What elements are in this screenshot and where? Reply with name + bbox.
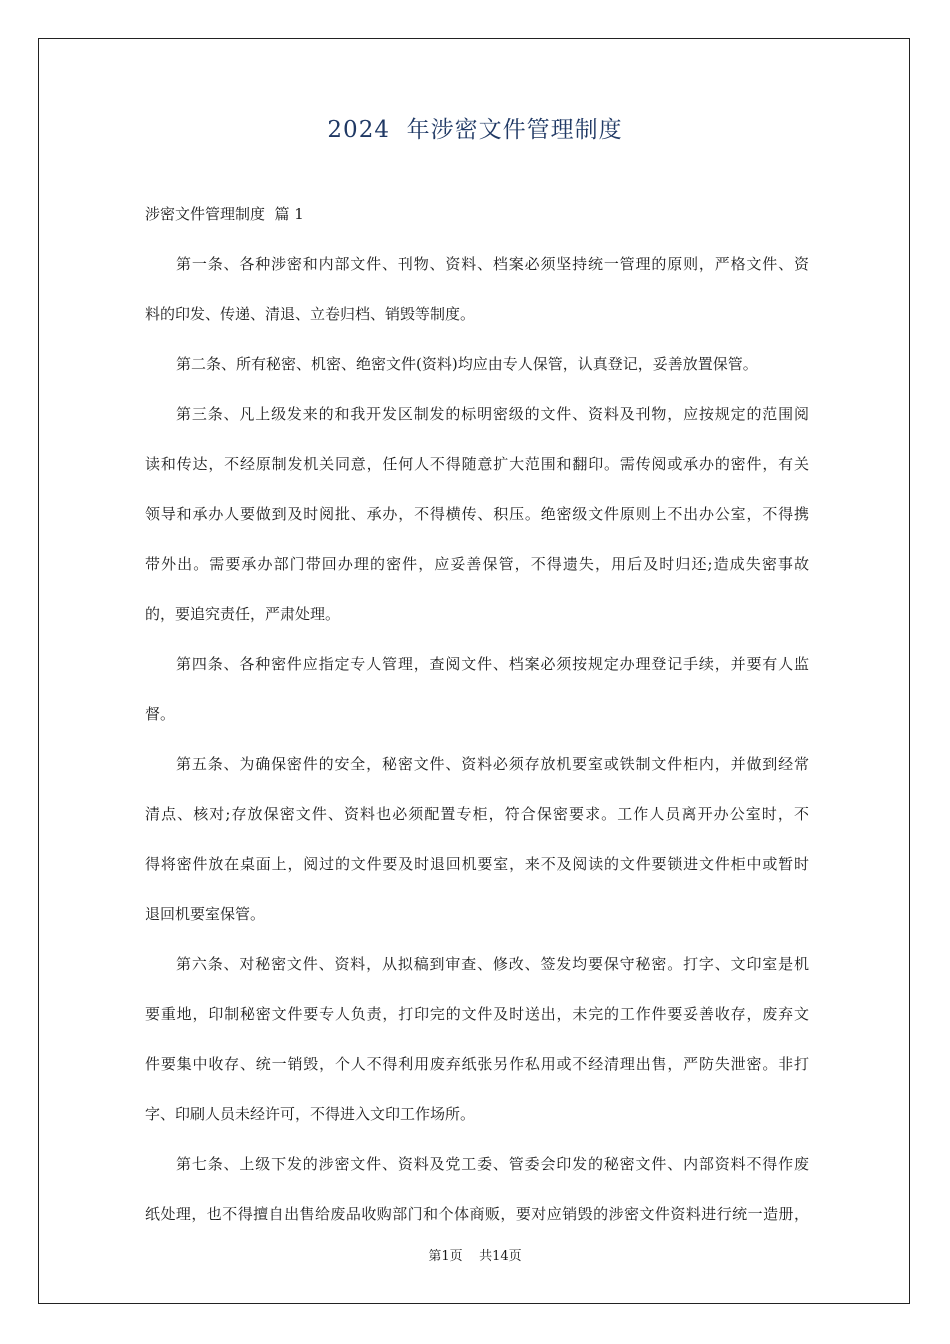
paragraph-line: 第四条、各种密件应指定专人管理，查阅文件、档案必须按规定办理登记手续，并要有人监 (176, 655, 809, 673)
paragraph-line: 带外出。需要承办部门带回办理的密件，应妥善保管，不得遗失，用后及时归还;造成失密事故 (145, 555, 809, 573)
paragraph-line: 得将密件放在桌面上，阅过的文件要及时退回机要室，来不及阅读的文件要锁进文件柜中或暂时 (145, 855, 809, 873)
paragraph-line: 第二条、所有秘密、机密、绝密文件(资料)均应由专人保管，认真登记，妥善放置保管。 (176, 355, 758, 373)
paragraph-line: 读和传达，不经原制发机关同意，任何人不得随意扩大范围和翻印。需传阅或承办的密件，有关 (145, 455, 809, 473)
section-heading: 涉密文件管理制度 篇 1 (145, 205, 304, 223)
paragraph-line: 第七条、上级下发的涉密文件、资料及党工委、管委会印发的秘密文件、内部资料不得作废 (176, 1155, 809, 1173)
paragraph-line: 第六条、对秘密文件、资料，从拟稿到审查、修改、签发均要保守秘密。打字、文印室是机 (176, 955, 809, 973)
paragraph (145, 652, 809, 726)
document-body (145, 252, 809, 1252)
paragraph-line: 退回机要室保管。 (145, 905, 266, 923)
paragraph (145, 1152, 809, 1226)
paragraph-line: 料的印发、传递、清退、立卷归档、销毁等制度。 (145, 305, 476, 323)
paragraph-line: 件要集中收存、统一销毁，个人不得利用废弃纸张另作私用或不经清理出售，严防失泄密。非打 (145, 1055, 809, 1073)
paragraph-line: 督。 (145, 705, 176, 723)
paragraph (145, 352, 809, 376)
paragraph-line: 的，要追究责任，严肃处理。 (145, 605, 341, 623)
paragraph (145, 752, 809, 926)
paragraph (145, 402, 809, 626)
page-footer: 第1页 共14页 (428, 1249, 522, 1264)
paragraph (145, 952, 809, 1126)
paragraph-line: 领导和承办人要做到及时阅批、承办，不得横传、积压。绝密级文件原则上不出办公室，不得携 (145, 505, 809, 523)
paragraph-line: 第三条、凡上级发来的和我开发区制发的标明密级的文件、资料及刊物，应按规定的范围阅 (176, 405, 809, 423)
paragraph (145, 252, 809, 326)
paragraph-line: 要重地，印制秘密文件要专人负责，打印完的文件及时送出，未完的工作件要妥善收存，废弃文 (145, 1005, 809, 1023)
document-title: 2024 年涉密文件管理制度 (327, 117, 623, 143)
paragraph-line: 清点、核对;存放保密文件、资料也必须配置专柜，符合保密要求。工作人员离开办公室时，不 (145, 805, 809, 823)
paragraph-line: 第五条、为确保密件的安全，秘密文件、资料必须存放机要室或铁制文件柜内，并做到经常 (176, 755, 809, 773)
paragraph-line: 字、印刷人员未经许可，不得进入文印工作场所。 (145, 1105, 476, 1123)
paragraph-line: 第一条、各种涉密和内部文件、刊物、资料、档案必须坚持统一管理的原则，严格文件、资 (176, 255, 809, 273)
paragraph-line: 纸处理，也不得擅自出售给废品收购部门和个体商贩，要对应销毁的涉密文件资料进行统一造册， (145, 1205, 809, 1223)
